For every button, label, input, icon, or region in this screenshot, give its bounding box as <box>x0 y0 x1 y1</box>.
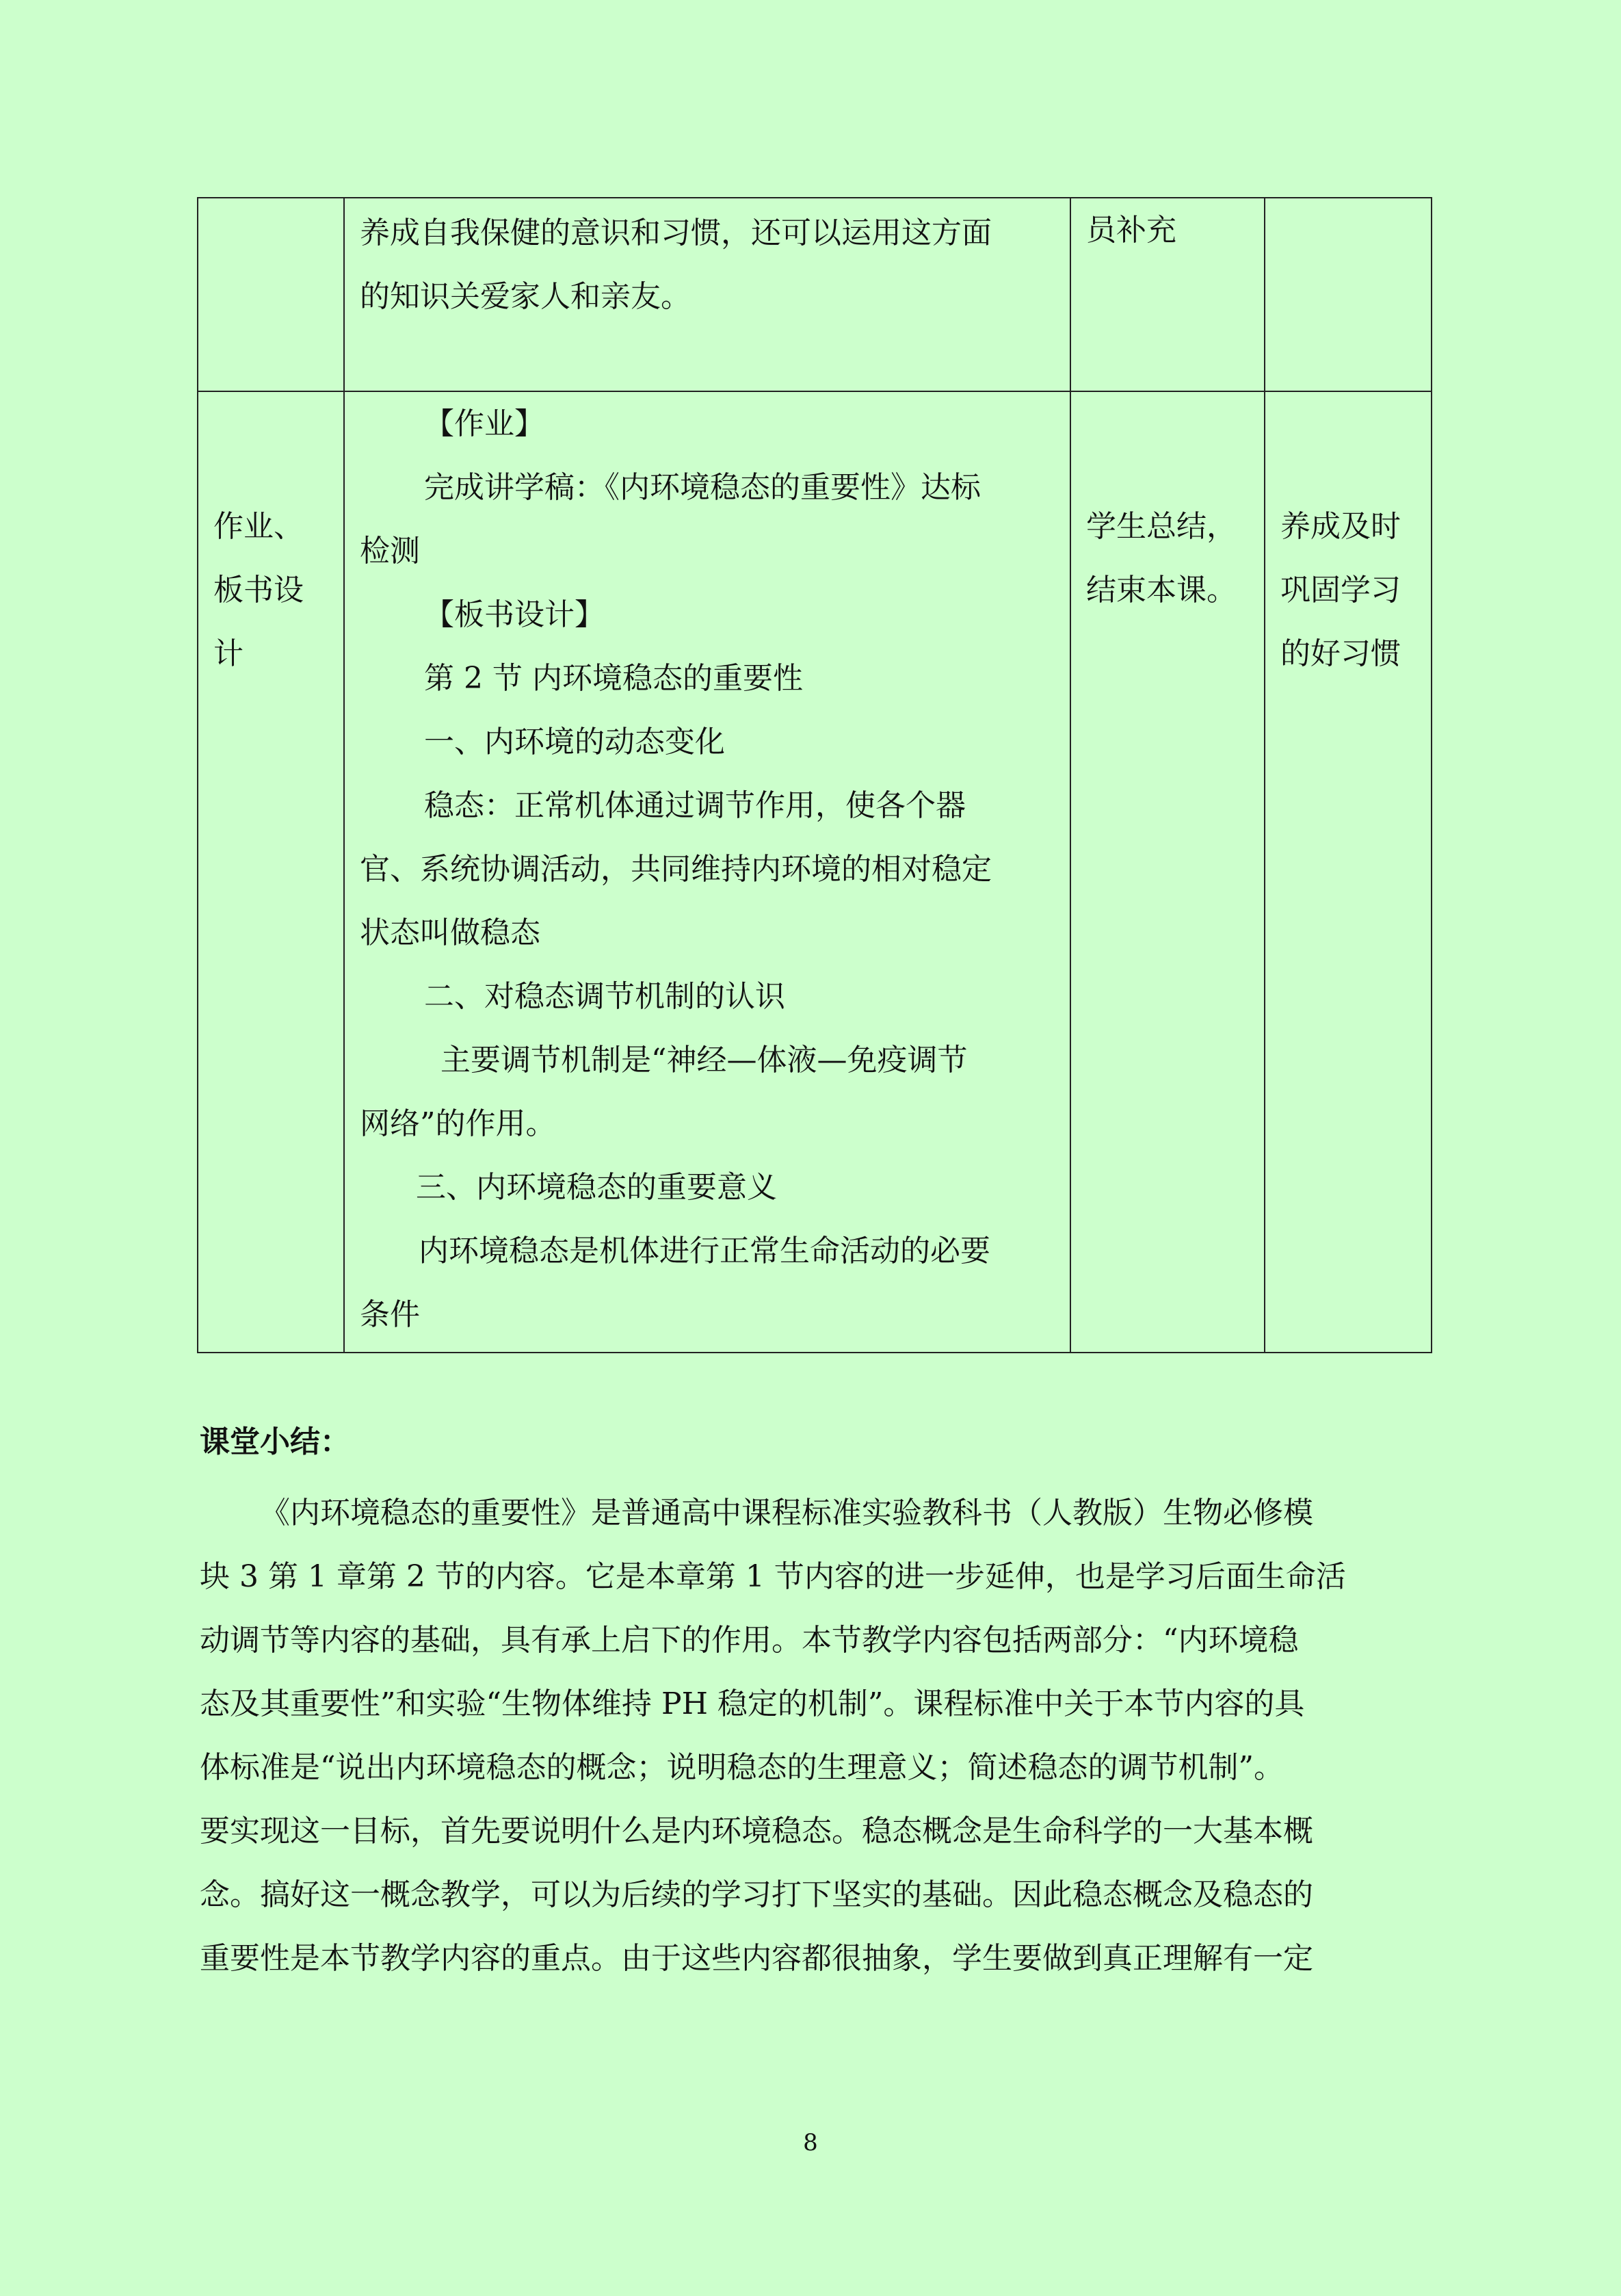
table-row <box>198 198 1432 391</box>
content-line: 二、对稳态调节机制的认识 <box>424 979 785 1014</box>
section-label-line: 计 <box>213 636 243 671</box>
content-line: 第 2 节 内环境稳态的重要性 <box>424 661 803 696</box>
paragraph-line: 念。搞好这一概念教学，可以为后续的学习打下坚实的基础。因此稳态概念及稳态的 <box>200 1877 1313 1912</box>
content-line: 状态叫做稳态 <box>360 915 540 950</box>
content-line: 内环境稳态是机体进行正常生命活动的必要 <box>419 1234 990 1268</box>
paragraph-line: 态及其重要性”和实验“生物体维持 PH 稳定的机制”。课程标准中关于本节内容的具 <box>200 1686 1305 1721</box>
paragraph-line: 《内环境稳态的重要性》是普通高中课程标准实验教科书（人教版）生物必修模 <box>260 1496 1313 1530</box>
content-line: 检测 <box>360 534 420 569</box>
table-cell-intent <box>1265 198 1432 391</box>
content-line: 三、内环境稳态的重要意义 <box>416 1170 777 1205</box>
intent-line: 养成及时 <box>1280 509 1401 544</box>
summary-paragraph <box>200 1481 1424 1990</box>
table-cell-content <box>344 391 1070 1353</box>
section-label-line: 作业、 <box>213 509 304 544</box>
content-line: 条件 <box>360 1297 420 1332</box>
section-label-line: 板书设 <box>213 573 304 608</box>
homework-heading: 【作业】 <box>424 406 544 441</box>
intent-line: 巩固学习 <box>1280 573 1401 608</box>
content-line: 完成讲学稿：《内环境稳态的重要性》达标 <box>424 470 981 505</box>
content-line: 的知识关爱家人和亲友。 <box>360 279 691 314</box>
lesson-plan-table <box>197 197 1432 1353</box>
content-line: 一、内环境的动态变化 <box>424 725 725 759</box>
table-cell-student-activity <box>1070 391 1265 1353</box>
paragraph-line: 要实现这一目标，首先要说明什么是内环境稳态。稳态概念是生命科学的一大基本概 <box>200 1814 1313 1849</box>
table-cell-student-activity <box>1070 198 1265 391</box>
table-row <box>198 391 1432 1353</box>
table-cell-section <box>198 198 344 391</box>
content-line: 网络”的作用。 <box>360 1106 556 1141</box>
intent-line: 的好习惯 <box>1280 636 1401 671</box>
student-activity-line: 员补充 <box>1086 213 1176 248</box>
table-cell-content <box>344 198 1070 391</box>
paragraph-line: 动调节等内容的基础，具有承上启下的作用。本节教学内容包括两部分：“内环境稳 <box>200 1623 1299 1658</box>
content-line: 稳态：正常机体通过调节作用，使各个器 <box>424 788 966 823</box>
paragraph-line: 重要性是本节教学内容的重点。由于这些内容都很抽象，学生要做到真正理解有一定 <box>200 1941 1313 1976</box>
content-line: 主要调节机制是“神经—体液—免疫调节 <box>440 1043 968 1078</box>
content-line: 养成自我保健的意识和习惯，还可以运用这方面 <box>360 216 992 250</box>
table-cell-intent <box>1265 391 1432 1353</box>
content-line: 官、系统协调活动，共同维持内环境的相对稳定 <box>360 852 992 887</box>
paragraph-line: 体标准是“说出内环境稳态的概念；说明稳态的生理意义；简述稳态的调节机制”。 <box>200 1750 1284 1785</box>
summary-heading: 课堂小结： <box>200 1424 350 1459</box>
student-activity-line: 学生总结， <box>1086 509 1237 544</box>
student-activity-line: 结束本课。 <box>1086 573 1237 608</box>
paragraph-line: 块 3 第 1 章第 2 节的内容。它是本章第 1 节内容的进一步延伸，也是学习后面生命活 <box>200 1559 1346 1594</box>
board-design-heading: 【板书设计】 <box>424 597 605 632</box>
page-number: 8 <box>803 2129 818 2156</box>
table-cell-section <box>198 391 344 1353</box>
